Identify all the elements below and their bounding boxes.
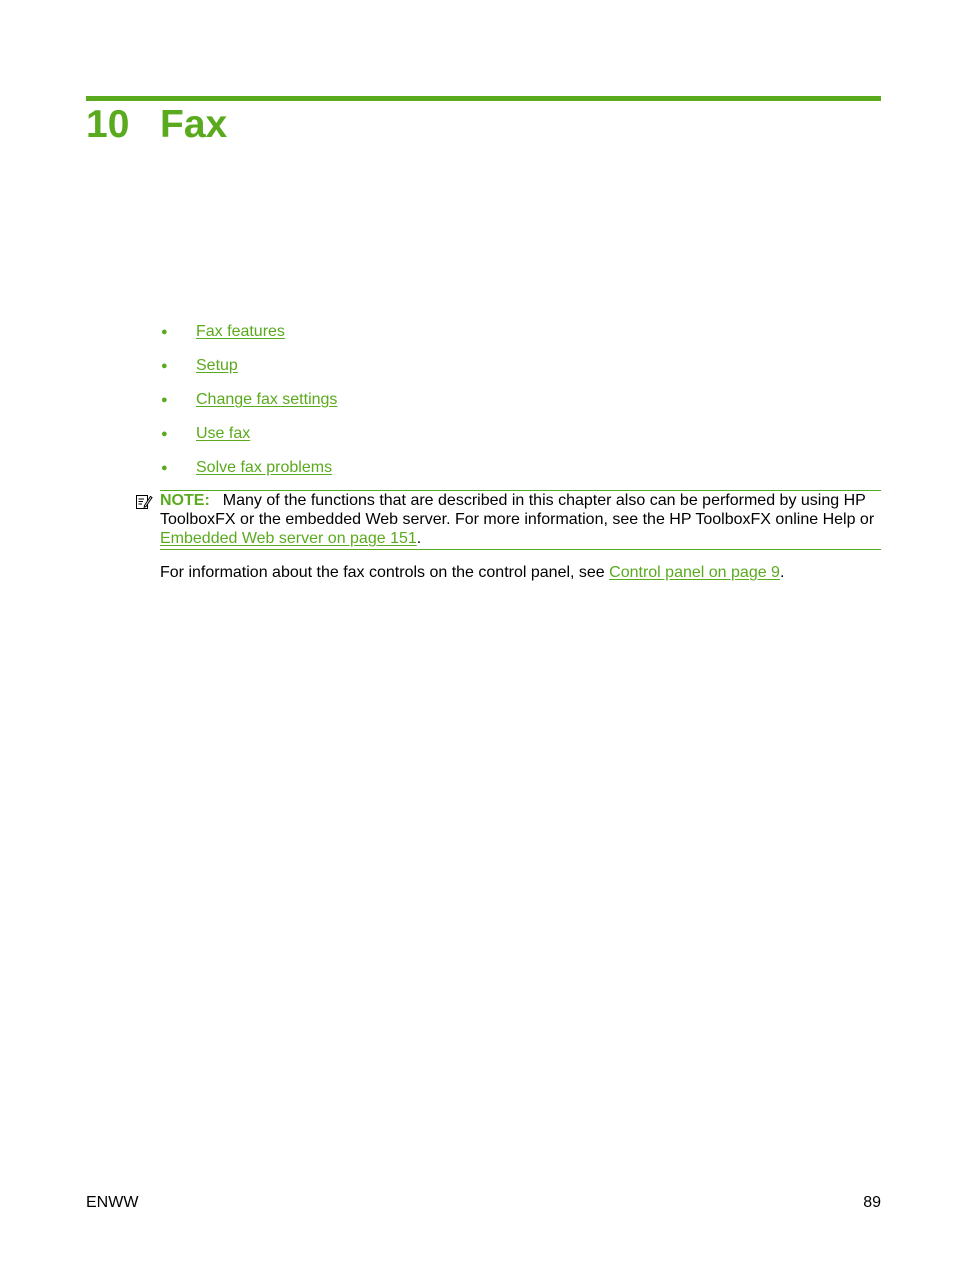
- bullet-icon: ●: [161, 462, 168, 474]
- toc-link-solve-fax-problems[interactable]: Solve fax problems: [196, 459, 333, 476]
- note-box: [160, 490, 881, 550]
- toc-link-setup[interactable]: Setup: [196, 357, 238, 374]
- chapter-title: Fax: [160, 103, 228, 146]
- chapter-heading: [86, 100, 227, 150]
- note-pencil-icon: [135, 493, 153, 511]
- toc-item-setup: [160, 355, 337, 389]
- footer-page-number: 89: [863, 1194, 881, 1211]
- note-text: Many of the functions that are described in this chapter also can be performed by using HP ToolboxFX or the embedded Web server. For more information, see the HP ToolboxFX online Help or: [160, 492, 875, 528]
- bullet-icon: ●: [161, 428, 168, 440]
- paragraph-link-control-panel[interactable]: Control panel on page 9: [609, 564, 780, 581]
- control-panel-paragraph: [160, 563, 881, 582]
- bullet-icon: ●: [161, 394, 168, 406]
- toc-link-change-fax-settings[interactable]: Change fax settings: [196, 391, 338, 408]
- toc-item-change-fax-settings: [160, 389, 337, 423]
- note-link-embedded-web-server[interactable]: Embedded Web server on page 151: [160, 530, 417, 547]
- chapter-number: 10: [86, 103, 130, 146]
- toc-item-solve-fax-problems: [160, 457, 337, 491]
- paragraph-text-end: .: [779, 564, 785, 581]
- note-label: NOTE:: [160, 492, 210, 509]
- toc-link-use-fax[interactable]: Use fax: [196, 425, 251, 442]
- toc-link-fax-features[interactable]: Fax features: [196, 323, 285, 340]
- toc-item-use-fax: [160, 423, 337, 457]
- bullet-icon: ●: [161, 326, 168, 338]
- note-text-end: .: [416, 530, 422, 547]
- footer-doc-id: ENWW: [86, 1194, 139, 1211]
- paragraph-text: For information about the fax controls on the control panel, see: [160, 564, 610, 581]
- bullet-icon: ●: [161, 360, 168, 372]
- toc-item-fax-features: [160, 321, 337, 355]
- chapter-toc-list: [160, 321, 337, 491]
